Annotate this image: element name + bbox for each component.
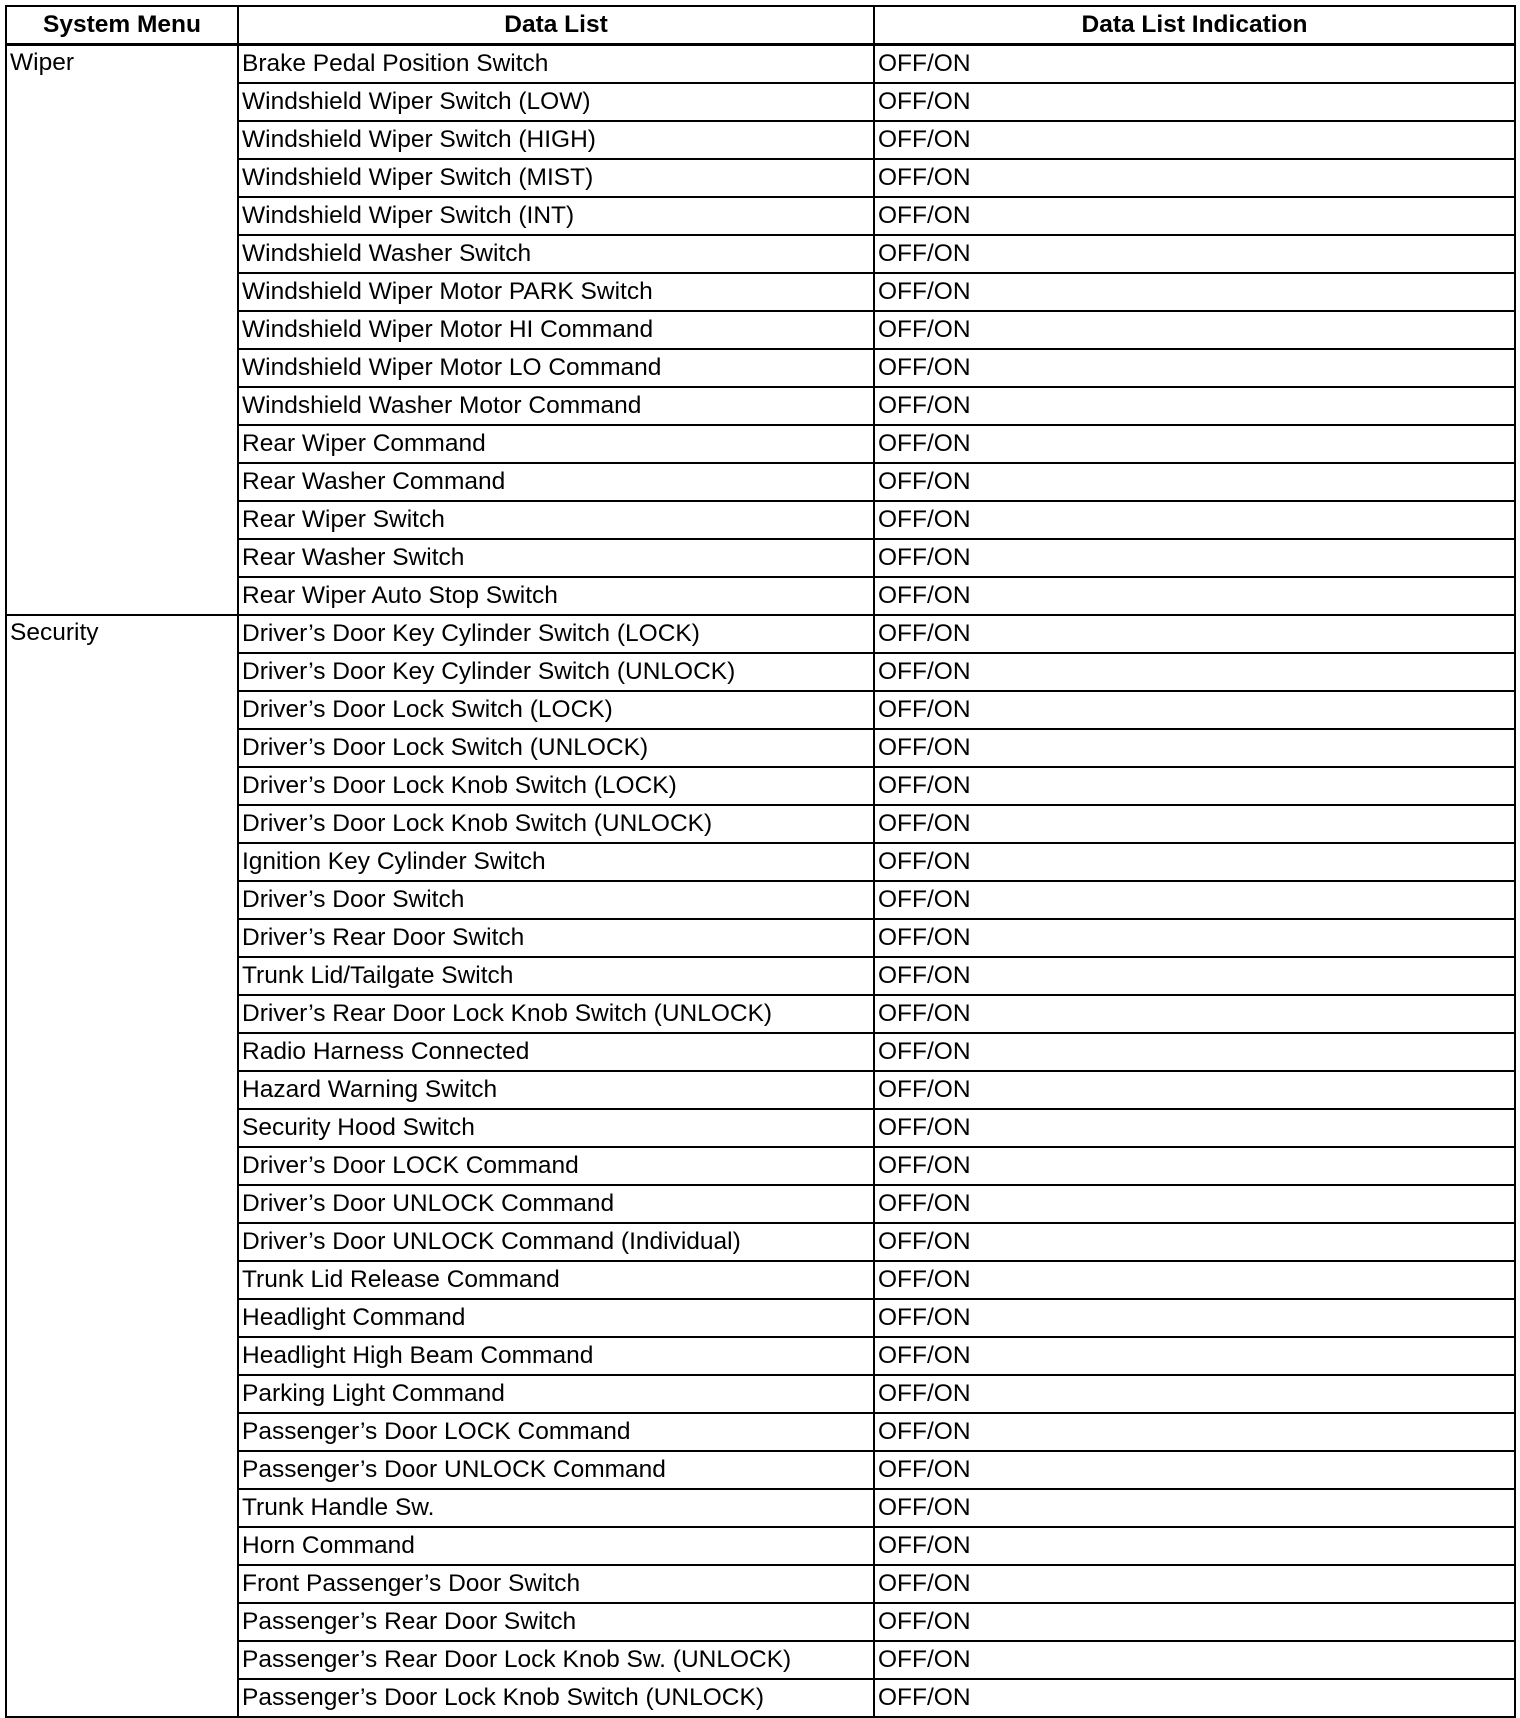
data-list-indication: OFF/ON	[874, 1033, 1515, 1071]
data-list-indication: OFF/ON	[874, 83, 1515, 121]
data-list-indication: OFF/ON	[874, 615, 1515, 653]
data-list-item: Driver’s Door UNLOCK Command (Individual)	[238, 1223, 874, 1261]
system-menu-label: Wiper	[10, 49, 74, 76]
data-list-item: Windshield Washer Motor Command	[238, 387, 874, 425]
data-list-item: Windshield Wiper Switch (LOW)	[238, 83, 874, 121]
data-list-item: Trunk Lid Release Command	[238, 1261, 874, 1299]
data-list-indication: OFF/ON	[874, 1603, 1515, 1641]
data-list-indication: OFF/ON	[874, 767, 1515, 805]
data-list-item: Windshield Wiper Switch (MIST)	[238, 159, 874, 197]
data-list-indication: OFF/ON	[874, 1489, 1515, 1527]
data-list-indication: OFF/ON	[874, 729, 1515, 767]
data-list-indication: OFF/ON	[874, 577, 1515, 615]
data-list-indication: OFF/ON	[874, 45, 1515, 84]
data-list-item: Driver’s Door Lock Switch (UNLOCK)	[238, 729, 874, 767]
table-body	[6, 45, 1515, 1718]
header-data-list-indication: Data List Indication	[874, 6, 1515, 45]
data-list-indication: OFF/ON	[874, 273, 1515, 311]
data-list-item: Driver’s Rear Door Lock Knob Switch (UNLOCK)	[238, 995, 874, 1033]
data-list-item: Passenger’s Rear Door Switch	[238, 1603, 874, 1641]
data-list-indication: OFF/ON	[874, 881, 1515, 919]
data-list-indication: OFF/ON	[874, 235, 1515, 273]
data-list-item: Passenger’s Door UNLOCK Command	[238, 1451, 874, 1489]
data-list-item: Driver’s Door Lock Knob Switch (UNLOCK)	[238, 805, 874, 843]
data-list-indication: OFF/ON	[874, 349, 1515, 387]
data-list-indication: OFF/ON	[874, 1679, 1515, 1717]
data-list-item: Driver’s Door Key Cylinder Switch (LOCK)	[238, 615, 874, 653]
data-list-item: Headlight Command	[238, 1299, 874, 1337]
data-list-indication: OFF/ON	[874, 805, 1515, 843]
data-list-item: Rear Wiper Command	[238, 425, 874, 463]
data-list-item: Rear Washer Command	[238, 463, 874, 501]
system-menu-cell	[6, 45, 238, 616]
data-list-indication: OFF/ON	[874, 1223, 1515, 1261]
header-data-list: Data List	[238, 6, 874, 45]
data-list-item: Windshield Washer Switch	[238, 235, 874, 273]
data-list-indication: OFF/ON	[874, 197, 1515, 235]
header-system-menu: System Menu	[6, 6, 238, 45]
data-list-item: Radio Harness Connected	[238, 1033, 874, 1071]
data-list-item: Rear Wiper Auto Stop Switch	[238, 577, 874, 615]
data-list-indication: OFF/ON	[874, 501, 1515, 539]
data-list-indication: OFF/ON	[874, 1185, 1515, 1223]
data-list-indication: OFF/ON	[874, 1337, 1515, 1375]
data-list-indication: OFF/ON	[874, 311, 1515, 349]
table-row	[6, 45, 1515, 84]
data-list-indication: OFF/ON	[874, 1451, 1515, 1489]
data-list-item: Windshield Wiper Motor PARK Switch	[238, 273, 874, 311]
data-list-item: Brake Pedal Position Switch	[238, 45, 874, 84]
data-list-item: Driver’s Door Lock Switch (LOCK)	[238, 691, 874, 729]
data-list-indication: OFF/ON	[874, 1299, 1515, 1337]
data-list-indication: OFF/ON	[874, 995, 1515, 1033]
data-list-item: Hazard Warning Switch	[238, 1071, 874, 1109]
data-list-indication: OFF/ON	[874, 919, 1515, 957]
data-list-item: Driver’s Door Key Cylinder Switch (UNLOCK)	[238, 653, 874, 691]
data-list-indication: OFF/ON	[874, 1071, 1515, 1109]
data-list-item: Windshield Wiper Switch (INT)	[238, 197, 874, 235]
data-list-item: Rear Washer Switch	[238, 539, 874, 577]
data-list-indication: OFF/ON	[874, 1261, 1515, 1299]
data-list-item: Security Hood Switch	[238, 1109, 874, 1147]
data-list-indication: OFF/ON	[874, 957, 1515, 995]
data-list-indication: OFF/ON	[874, 1147, 1515, 1185]
data-list-table	[5, 5, 1516, 1718]
data-list-item: Windshield Wiper Motor LO Command	[238, 349, 874, 387]
data-list-item: Driver’s Door LOCK Command	[238, 1147, 874, 1185]
data-list-item: Parking Light Command	[238, 1375, 874, 1413]
data-list-indication: OFF/ON	[874, 1565, 1515, 1603]
data-list-indication: OFF/ON	[874, 691, 1515, 729]
data-list-item: Trunk Lid/Tailgate Switch	[238, 957, 874, 995]
system-menu-label: Security	[10, 619, 99, 646]
data-list-indication: OFF/ON	[874, 121, 1515, 159]
data-list-item: Passenger’s Door Lock Knob Switch (UNLOCK)	[238, 1679, 874, 1717]
system-menu-cell	[6, 615, 238, 1717]
data-list-indication: OFF/ON	[874, 463, 1515, 501]
data-list-indication: OFF/ON	[874, 387, 1515, 425]
data-list-indication: OFF/ON	[874, 1375, 1515, 1413]
data-list-item: Ignition Key Cylinder Switch	[238, 843, 874, 881]
data-list-indication: OFF/ON	[874, 1641, 1515, 1679]
data-list-item: Rear Wiper Switch	[238, 501, 874, 539]
data-list-indication: OFF/ON	[874, 425, 1515, 463]
data-list-indication: OFF/ON	[874, 539, 1515, 577]
data-list-indication: OFF/ON	[874, 1109, 1515, 1147]
data-list-item: Windshield Wiper Motor HI Command	[238, 311, 874, 349]
data-list-item: Horn Command	[238, 1527, 874, 1565]
data-list-indication: OFF/ON	[874, 843, 1515, 881]
data-list-item: Driver’s Door Lock Knob Switch (LOCK)	[238, 767, 874, 805]
data-list-item: Driver’s Rear Door Switch	[238, 919, 874, 957]
data-list-indication: OFF/ON	[874, 1527, 1515, 1565]
data-list-indication: OFF/ON	[874, 1413, 1515, 1451]
data-list-item: Driver’s Door Switch	[238, 881, 874, 919]
data-list-item: Passenger’s Door LOCK Command	[238, 1413, 874, 1451]
table-row	[6, 615, 1515, 653]
data-list-indication: OFF/ON	[874, 159, 1515, 197]
data-list-indication: OFF/ON	[874, 653, 1515, 691]
data-list-item: Headlight High Beam Command	[238, 1337, 874, 1375]
data-list-item: Passenger’s Rear Door Lock Knob Sw. (UNLOCK)	[238, 1641, 874, 1679]
data-list-item: Front Passenger’s Door Switch	[238, 1565, 874, 1603]
data-list-item: Trunk Handle Sw.	[238, 1489, 874, 1527]
data-list-item: Windshield Wiper Switch (HIGH)	[238, 121, 874, 159]
data-list-item: Driver’s Door UNLOCK Command	[238, 1185, 874, 1223]
header-row	[6, 6, 1515, 45]
